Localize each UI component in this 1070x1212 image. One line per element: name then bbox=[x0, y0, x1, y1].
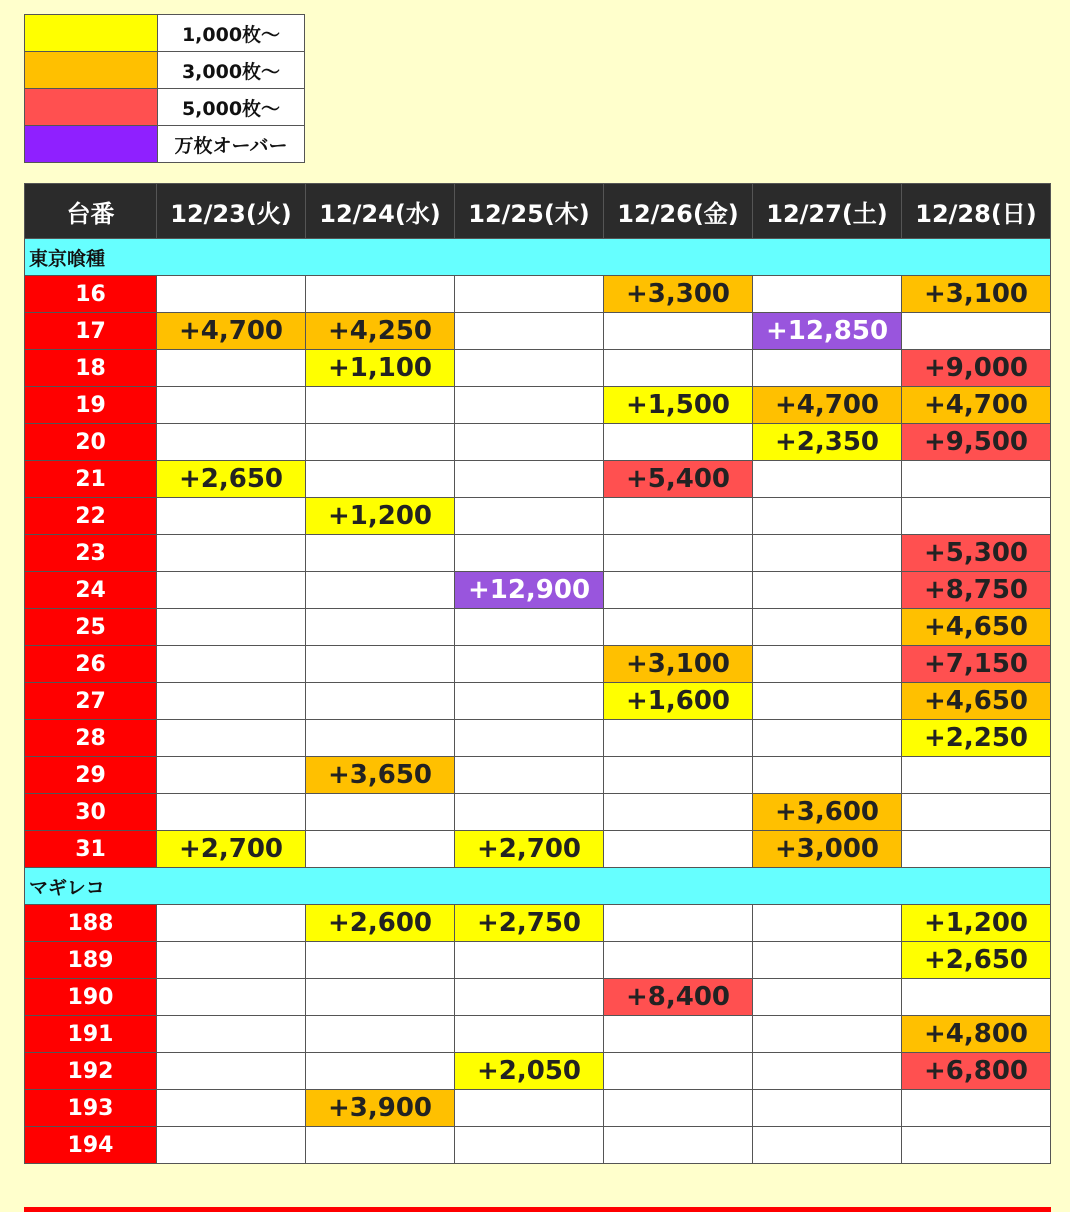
table-row bbox=[25, 424, 1051, 461]
result-cell: +3,300 bbox=[604, 276, 753, 313]
result-cell bbox=[902, 461, 1051, 498]
legend-swatch bbox=[25, 15, 158, 52]
result-cell bbox=[455, 1090, 604, 1127]
result-cell bbox=[157, 720, 306, 757]
result-cell bbox=[902, 498, 1051, 535]
result-cell: +2,050 bbox=[455, 1053, 604, 1090]
result-cell: +12,900 bbox=[455, 572, 604, 609]
result-cell bbox=[902, 757, 1051, 794]
result-cell bbox=[306, 424, 455, 461]
result-cell bbox=[157, 1016, 306, 1053]
header-date: 12/23(火) bbox=[157, 184, 306, 239]
result-cell bbox=[604, 1090, 753, 1127]
table-row bbox=[25, 276, 1051, 313]
result-cell: +8,750 bbox=[902, 572, 1051, 609]
result-cell: +7,150 bbox=[902, 646, 1051, 683]
legend-row bbox=[25, 89, 305, 126]
machine-number: 190 bbox=[25, 979, 157, 1016]
result-cell: +2,250 bbox=[902, 720, 1051, 757]
result-cell bbox=[753, 646, 902, 683]
result-cell bbox=[604, 1127, 753, 1164]
table-row bbox=[25, 1016, 1051, 1053]
result-cell bbox=[604, 905, 753, 942]
legend-row bbox=[25, 126, 305, 163]
table-row bbox=[25, 387, 1051, 424]
result-cell bbox=[604, 1016, 753, 1053]
result-cell: +2,700 bbox=[157, 831, 306, 868]
result-cell: +1,200 bbox=[306, 498, 455, 535]
result-cell bbox=[306, 942, 455, 979]
machine-number: 30 bbox=[25, 794, 157, 831]
result-cell bbox=[306, 609, 455, 646]
header-date: 12/26(金) bbox=[604, 184, 753, 239]
result-cell: +3,100 bbox=[604, 646, 753, 683]
result-cell bbox=[753, 1053, 902, 1090]
section-row bbox=[25, 868, 1051, 905]
result-cell bbox=[604, 572, 753, 609]
header-date: 12/28(日) bbox=[902, 184, 1051, 239]
result-cell bbox=[753, 720, 902, 757]
result-cell: +12,850 bbox=[753, 313, 902, 350]
result-cell bbox=[455, 535, 604, 572]
result-cell bbox=[455, 794, 604, 831]
legend-swatch bbox=[25, 126, 158, 163]
machine-number: 29 bbox=[25, 757, 157, 794]
result-cell bbox=[455, 276, 604, 313]
result-cell bbox=[157, 350, 306, 387]
table-row bbox=[25, 794, 1051, 831]
result-cell bbox=[455, 1016, 604, 1053]
result-cell bbox=[306, 831, 455, 868]
result-cell bbox=[306, 979, 455, 1016]
result-cell bbox=[753, 905, 902, 942]
result-cell bbox=[604, 350, 753, 387]
result-cell bbox=[455, 609, 604, 646]
machine-number: 16 bbox=[25, 276, 157, 313]
result-cell bbox=[902, 313, 1051, 350]
result-cell bbox=[455, 313, 604, 350]
machine-number: 18 bbox=[25, 350, 157, 387]
result-cell bbox=[902, 1090, 1051, 1127]
results-table bbox=[24, 183, 1051, 1164]
result-cell bbox=[157, 387, 306, 424]
machine-number: 192 bbox=[25, 1053, 157, 1090]
machine-number: 19 bbox=[25, 387, 157, 424]
table-row bbox=[25, 646, 1051, 683]
machine-number: 20 bbox=[25, 424, 157, 461]
result-cell bbox=[157, 757, 306, 794]
table-row bbox=[25, 498, 1051, 535]
result-cell bbox=[753, 1090, 902, 1127]
result-cell bbox=[455, 498, 604, 535]
table-row bbox=[25, 535, 1051, 572]
table-row bbox=[25, 905, 1051, 942]
result-cell: +3,650 bbox=[306, 757, 455, 794]
table-row bbox=[25, 1053, 1051, 1090]
result-cell bbox=[753, 350, 902, 387]
result-cell: +1,600 bbox=[604, 683, 753, 720]
result-cell bbox=[157, 794, 306, 831]
table-row bbox=[25, 313, 1051, 350]
result-cell bbox=[306, 1016, 455, 1053]
table-row bbox=[25, 609, 1051, 646]
header-date: 12/25(木) bbox=[455, 184, 604, 239]
result-cell bbox=[604, 313, 753, 350]
section-title: マギレコ bbox=[25, 868, 1051, 905]
result-cell bbox=[902, 1127, 1051, 1164]
result-cell bbox=[753, 1127, 902, 1164]
result-cell bbox=[902, 831, 1051, 868]
result-cell bbox=[455, 646, 604, 683]
result-cell bbox=[157, 572, 306, 609]
section-row bbox=[25, 239, 1051, 276]
result-cell bbox=[455, 757, 604, 794]
result-cell bbox=[455, 942, 604, 979]
result-cell: +4,650 bbox=[902, 683, 1051, 720]
table-row bbox=[25, 1090, 1051, 1127]
result-cell bbox=[157, 498, 306, 535]
header-machine-number: 台番 bbox=[25, 184, 157, 239]
result-cell bbox=[157, 1127, 306, 1164]
result-cell: +2,650 bbox=[157, 461, 306, 498]
machine-number: 21 bbox=[25, 461, 157, 498]
machine-number: 23 bbox=[25, 535, 157, 572]
machine-number: 193 bbox=[25, 1090, 157, 1127]
result-cell: +3,600 bbox=[753, 794, 902, 831]
result-cell: +1,200 bbox=[902, 905, 1051, 942]
next-table-edge bbox=[24, 1207, 1051, 1212]
machine-number: 27 bbox=[25, 683, 157, 720]
table-row bbox=[25, 683, 1051, 720]
result-cell bbox=[157, 1053, 306, 1090]
result-cell: +9,500 bbox=[902, 424, 1051, 461]
header-date: 12/24(水) bbox=[306, 184, 455, 239]
result-cell bbox=[157, 646, 306, 683]
result-cell bbox=[753, 276, 902, 313]
result-cell: +5,400 bbox=[604, 461, 753, 498]
result-cell: +3,900 bbox=[306, 1090, 455, 1127]
result-cell: +4,250 bbox=[306, 313, 455, 350]
result-cell bbox=[157, 609, 306, 646]
result-cell bbox=[753, 1016, 902, 1053]
result-cell bbox=[604, 942, 753, 979]
result-cell: +1,500 bbox=[604, 387, 753, 424]
result-cell bbox=[157, 276, 306, 313]
result-cell bbox=[157, 683, 306, 720]
result-cell bbox=[306, 535, 455, 572]
machine-number: 194 bbox=[25, 1127, 157, 1164]
result-cell bbox=[455, 424, 604, 461]
legend-label: 1,000枚～ bbox=[158, 15, 305, 52]
result-cell bbox=[306, 1053, 455, 1090]
result-cell: +4,650 bbox=[902, 609, 1051, 646]
legend-swatch bbox=[25, 52, 158, 89]
result-cell: +4,800 bbox=[902, 1016, 1051, 1053]
legend-swatch bbox=[25, 89, 158, 126]
result-cell bbox=[753, 535, 902, 572]
result-cell bbox=[455, 461, 604, 498]
result-cell bbox=[753, 609, 902, 646]
table-row bbox=[25, 461, 1051, 498]
result-cell bbox=[604, 757, 753, 794]
result-cell bbox=[604, 831, 753, 868]
result-cell bbox=[455, 350, 604, 387]
result-cell: +4,700 bbox=[157, 313, 306, 350]
result-cell: +2,600 bbox=[306, 905, 455, 942]
machine-number: 22 bbox=[25, 498, 157, 535]
header-row bbox=[25, 184, 1051, 239]
result-cell: +3,100 bbox=[902, 276, 1051, 313]
result-cell: +3,000 bbox=[753, 831, 902, 868]
legend-table bbox=[24, 14, 305, 163]
result-cell bbox=[753, 572, 902, 609]
result-cell bbox=[604, 609, 753, 646]
result-cell bbox=[306, 461, 455, 498]
result-cell bbox=[306, 572, 455, 609]
result-cell: +9,000 bbox=[902, 350, 1051, 387]
result-cell bbox=[306, 683, 455, 720]
result-cell bbox=[902, 794, 1051, 831]
result-cell bbox=[157, 942, 306, 979]
result-cell bbox=[753, 498, 902, 535]
result-cell: +8,400 bbox=[604, 979, 753, 1016]
result-cell bbox=[753, 757, 902, 794]
machine-number: 188 bbox=[25, 905, 157, 942]
result-cell bbox=[753, 461, 902, 498]
result-cell bbox=[753, 683, 902, 720]
header-date: 12/27(土) bbox=[753, 184, 902, 239]
table-row bbox=[25, 572, 1051, 609]
machine-number: 28 bbox=[25, 720, 157, 757]
result-cell bbox=[157, 979, 306, 1016]
legend-label: 5,000枚～ bbox=[158, 89, 305, 126]
table-row bbox=[25, 720, 1051, 757]
result-cell bbox=[753, 979, 902, 1016]
result-cell bbox=[157, 1090, 306, 1127]
table-row bbox=[25, 757, 1051, 794]
result-cell bbox=[604, 424, 753, 461]
result-cell bbox=[604, 535, 753, 572]
machine-number: 31 bbox=[25, 831, 157, 868]
result-cell bbox=[306, 720, 455, 757]
machine-number: 24 bbox=[25, 572, 157, 609]
result-cell bbox=[306, 387, 455, 424]
table-row bbox=[25, 942, 1051, 979]
legend-label: 万枚オーバー bbox=[158, 126, 305, 163]
result-cell: +2,350 bbox=[753, 424, 902, 461]
result-cell bbox=[157, 905, 306, 942]
result-cell bbox=[455, 387, 604, 424]
machine-number: 17 bbox=[25, 313, 157, 350]
result-cell bbox=[157, 424, 306, 461]
result-cell bbox=[902, 979, 1051, 1016]
table-row bbox=[25, 979, 1051, 1016]
result-cell bbox=[604, 498, 753, 535]
machine-number: 189 bbox=[25, 942, 157, 979]
result-cell: +1,100 bbox=[306, 350, 455, 387]
result-cell: +4,700 bbox=[902, 387, 1051, 424]
result-cell: +2,650 bbox=[902, 942, 1051, 979]
table-row bbox=[25, 1127, 1051, 1164]
result-cell bbox=[604, 720, 753, 757]
result-cell bbox=[604, 1053, 753, 1090]
legend-label: 3,000枚～ bbox=[158, 52, 305, 89]
result-cell bbox=[306, 276, 455, 313]
table-row bbox=[25, 831, 1051, 868]
machine-number: 25 bbox=[25, 609, 157, 646]
result-cell: +4,700 bbox=[753, 387, 902, 424]
result-cell bbox=[455, 683, 604, 720]
result-cell bbox=[455, 979, 604, 1016]
machine-number: 26 bbox=[25, 646, 157, 683]
result-cell bbox=[753, 942, 902, 979]
result-cell: +6,800 bbox=[902, 1053, 1051, 1090]
result-cell: +5,300 bbox=[902, 535, 1051, 572]
section-title: 東京喰種 bbox=[25, 239, 1051, 276]
result-cell bbox=[306, 1127, 455, 1164]
result-cell bbox=[306, 794, 455, 831]
legend-row bbox=[25, 52, 305, 89]
result-cell bbox=[604, 794, 753, 831]
result-cell: +2,700 bbox=[455, 831, 604, 868]
result-cell bbox=[157, 535, 306, 572]
result-cell bbox=[455, 1127, 604, 1164]
result-cell bbox=[455, 720, 604, 757]
table-row bbox=[25, 350, 1051, 387]
machine-number: 191 bbox=[25, 1016, 157, 1053]
legend-row bbox=[25, 15, 305, 52]
result-cell bbox=[306, 646, 455, 683]
result-cell: +2,750 bbox=[455, 905, 604, 942]
